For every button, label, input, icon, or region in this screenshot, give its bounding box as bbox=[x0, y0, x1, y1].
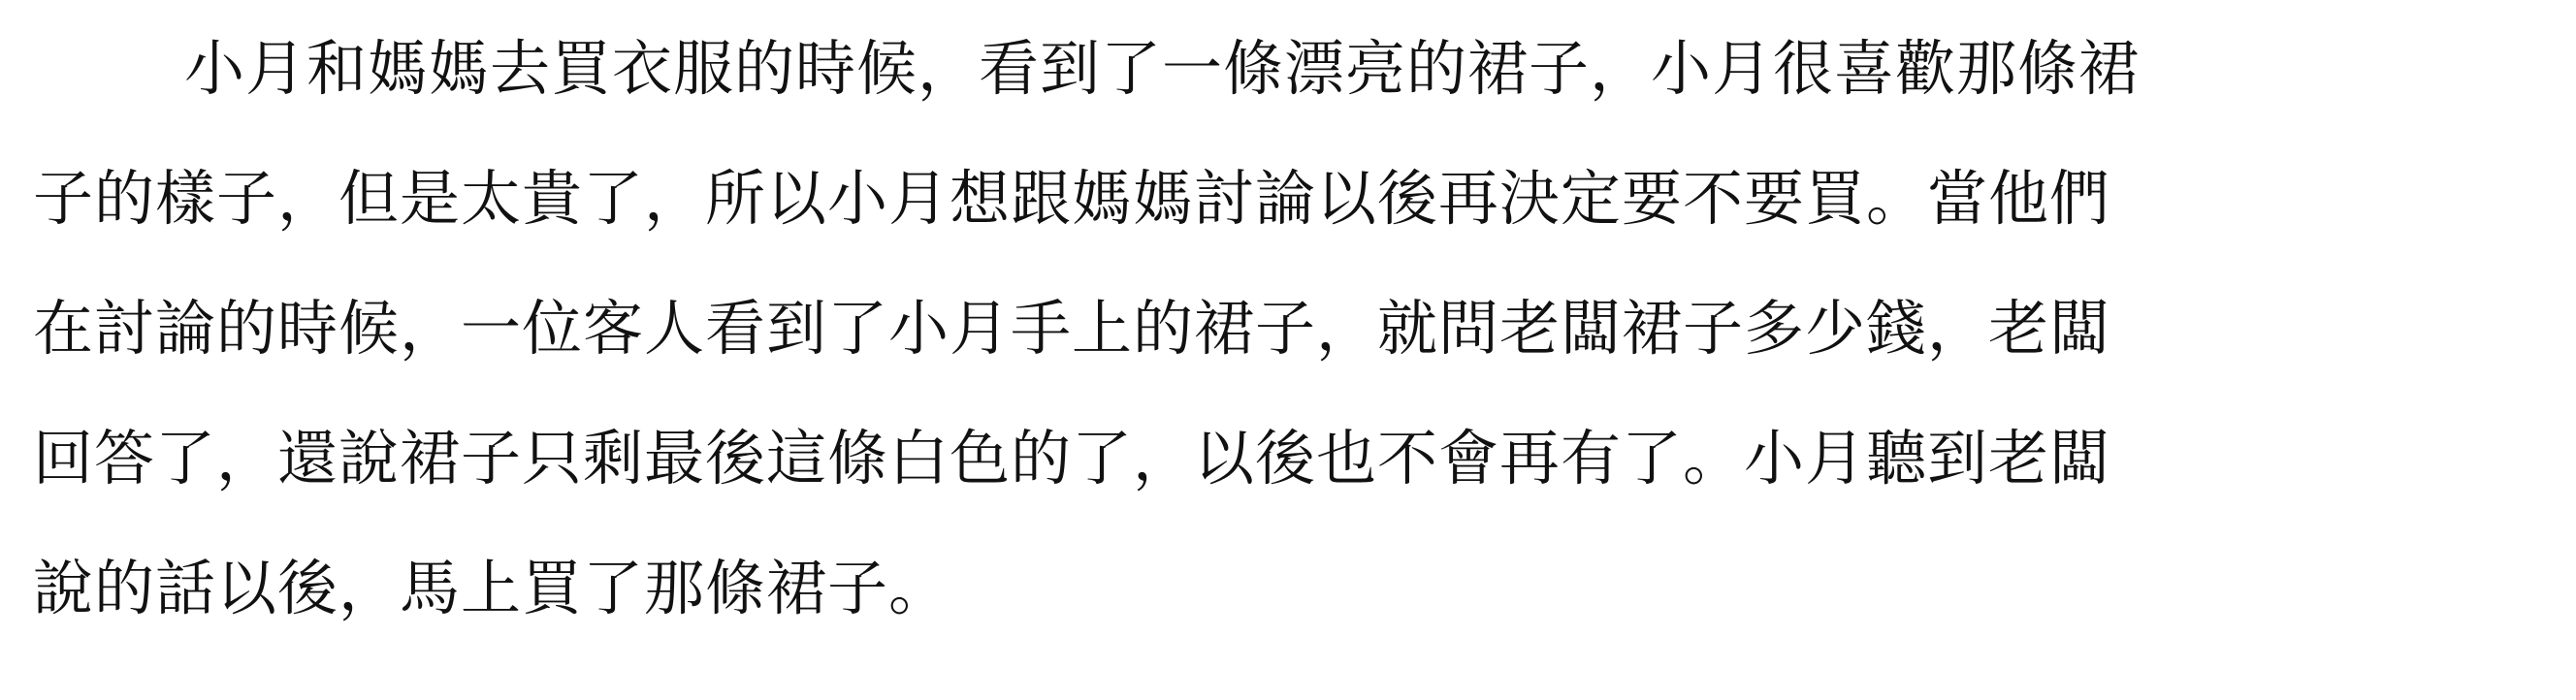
paragraph-line-1: 小月和媽媽去買衣服的時候，看到了一條漂亮的裙子，小月很喜歡那條裙 bbox=[184, 33, 2141, 104]
paragraph-line-2: 子的樣子，但是太貴了，所以小月想跟媽媽討論以後再決定要不要買。當他們 bbox=[33, 163, 2111, 234]
paragraph-line-3: 在討論的時候，一位客人看到了小月手上的裙子，就問老闆裙子多少錢，老闆 bbox=[33, 293, 2111, 364]
story-paragraph bbox=[33, 4, 2535, 653]
paragraph-line-5: 說的話以後，馬上買了那條裙子。 bbox=[33, 553, 950, 623]
paragraph-line-4: 回答了，還說裙子只剩最後這條白色的了，以後也不會再有了。小月聽到老闆 bbox=[33, 423, 2111, 493]
